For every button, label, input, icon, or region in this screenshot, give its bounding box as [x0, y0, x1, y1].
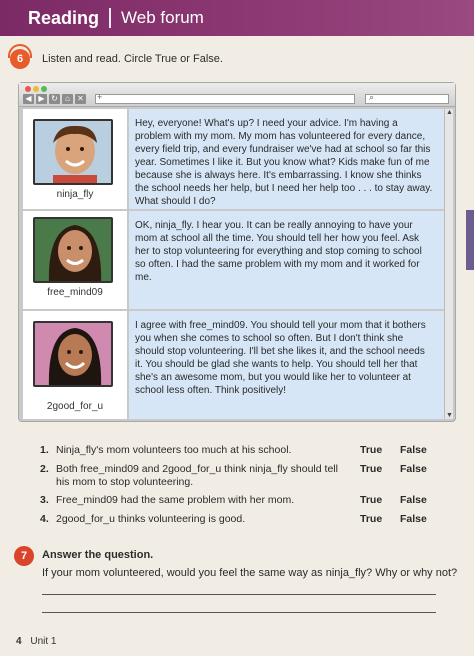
- refresh-icon[interactable]: ↻: [49, 94, 60, 104]
- scroll-up-icon[interactable]: ▲: [446, 109, 453, 116]
- page-tab: [466, 210, 474, 270]
- true-option[interactable]: True: [360, 494, 383, 506]
- exercise-instruction: Answer the question.: [42, 549, 154, 561]
- address-bar[interactable]: [95, 94, 355, 104]
- username[interactable]: free_mind09: [47, 287, 103, 298]
- avatar: [33, 119, 113, 185]
- section-title: Reading: [28, 7, 100, 28]
- exercise-instruction: Listen and read. Circle True or False.: [42, 53, 223, 65]
- browser-toolbar: [19, 83, 455, 107]
- question-number: 2.: [40, 463, 49, 475]
- search-input[interactable]: [365, 94, 449, 104]
- username[interactable]: ninja_fly: [56, 189, 94, 200]
- question-number: 1.: [40, 444, 49, 456]
- answer-line[interactable]: [42, 594, 436, 595]
- question-prompt: If your mom volunteered, would you feel the same way as ninja_fly? Why or why not?: [42, 567, 458, 579]
- post-message: I agree with free_mind09. You should tell your mom that it bothers you when she comes to school so often. But I don't think she should stop volunteering. I'll bet she likes it, and the school needs it. You should be glad she wants to help. You should tell her that she's an awesome mom, but you would like her to volunteer at school less often. Think positively!: [135, 320, 426, 396]
- post-body: [129, 311, 445, 419]
- minimize-dot-icon[interactable]: [33, 86, 39, 92]
- forum-post: [23, 311, 445, 419]
- post-message: OK, ninja_fly. I hear you. It can be really annoying to have your mom at school all the time. You should tell her how you feel. Ask her to stop volunteering for everything and stop coming to school so often. I had the same problem with my mom and it worked for me.: [135, 220, 422, 283]
- false-option[interactable]: False: [400, 444, 427, 456]
- list-item: [40, 463, 440, 491]
- answer-line[interactable]: [42, 612, 436, 613]
- post-author: [23, 311, 127, 419]
- avatar: [33, 217, 113, 283]
- post-author: [23, 109, 127, 209]
- post-body: [129, 211, 445, 309]
- back-icon[interactable]: ◀: [23, 94, 34, 104]
- exercise-number-badge: 7: [14, 546, 34, 566]
- forum-post: [23, 109, 445, 209]
- question-number: 4.: [40, 513, 49, 525]
- username[interactable]: 2good_for_u: [46, 401, 104, 412]
- unit-label: Unit 1: [30, 636, 57, 647]
- scrollbar[interactable]: [444, 109, 453, 419]
- maximize-dot-icon[interactable]: [41, 86, 47, 92]
- page-footer: [16, 636, 56, 647]
- topic-title: Web forum: [121, 8, 204, 27]
- close-dot-icon[interactable]: [25, 86, 31, 92]
- exercise-number-badge: 6: [10, 49, 30, 69]
- true-option[interactable]: True: [360, 463, 383, 475]
- true-option[interactable]: True: [360, 513, 383, 525]
- true-option[interactable]: True: [360, 444, 383, 456]
- question-text: Free_mind09 had the same problem with her mom.: [56, 494, 295, 506]
- new-tab-button[interactable]: +: [97, 92, 103, 102]
- header-divider: [109, 8, 111, 28]
- page-number: 4: [16, 636, 22, 647]
- post-message: Hey, everyone! What's up? I need your advice. I'm having a problem with my mom. My mom has volunteered for every dance, every field trip, and every fundraiser we've had at school so far this year. Sometimes I like it. But you know what? Kids make fun of me because she is always here. It's embarrassing. I know she thinks the school needs her help, but I need her help too . . . to stay away. What should I do?: [135, 118, 433, 207]
- false-option[interactable]: False: [400, 513, 427, 525]
- page-header: [0, 0, 474, 36]
- close-tab-icon[interactable]: ✕: [75, 94, 86, 104]
- forum-post: [23, 211, 445, 309]
- home-icon[interactable]: ⌂: [62, 94, 73, 104]
- question-text: 2good_for_u thinks volunteering is good.: [56, 513, 246, 525]
- list-item: [40, 513, 440, 541]
- post-body: [129, 109, 445, 209]
- question-text: Ninja_fly's mom volunteers too much at his school.: [56, 444, 292, 456]
- question-number: 3.: [40, 494, 49, 506]
- search-icon: ⌕: [369, 92, 375, 102]
- forward-icon[interactable]: ▶: [36, 94, 47, 104]
- browser-window: [18, 82, 456, 422]
- scroll-down-icon[interactable]: ▼: [446, 412, 453, 419]
- false-option[interactable]: False: [400, 463, 427, 475]
- false-option[interactable]: False: [400, 494, 427, 506]
- question-text: Both free_mind09 and 2good_for_u think ninja_fly should tell his mom to stop volunteering.: [56, 463, 338, 488]
- forum-thread: [23, 109, 445, 419]
- post-author: [23, 211, 127, 309]
- avatar: [33, 321, 113, 387]
